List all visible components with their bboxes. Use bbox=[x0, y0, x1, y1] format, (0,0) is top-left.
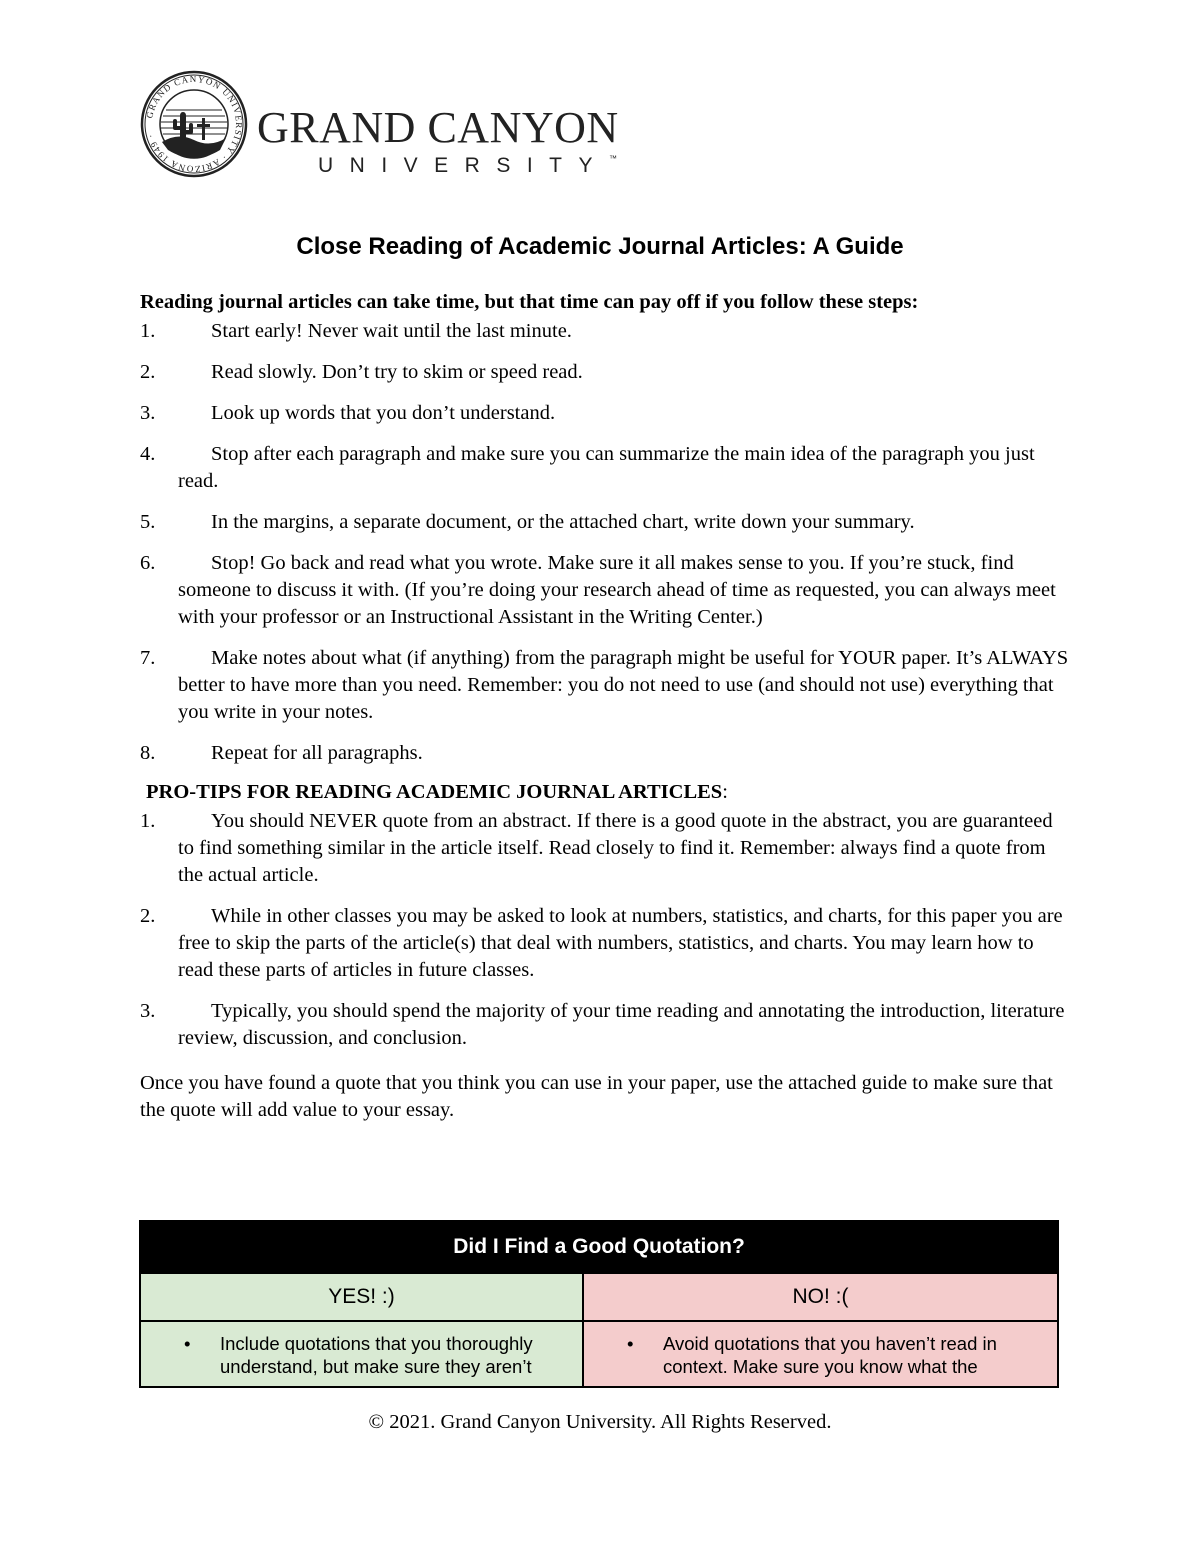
list-text: Typically, you should spend the majority of your time reading and annotating the introduction, literature review, discussion, and conclusion. bbox=[178, 1000, 1065, 1049]
protips-list bbox=[140, 808, 1070, 1052]
list-item bbox=[140, 400, 1070, 427]
closing-paragraph: Once you have found a quote that you think you can use in your paper, use the attached guide to make sure that the quote will add value to your essay. bbox=[140, 1072, 1053, 1121]
copyright-footer: © 2021. Grand Canyon University. All Rights Reserved. bbox=[368, 1411, 832, 1433]
university-seal-icon bbox=[140, 70, 248, 178]
table-heading: Did I Find a Good Quotation? bbox=[140, 1221, 1058, 1273]
no-cell bbox=[583, 1321, 1058, 1387]
list-item bbox=[140, 441, 1070, 495]
list-text: While in other classes you may be asked to look at numbers, statistics, and charts, for this paper you are free to skip the parts of the article(s) that deal with numbers, statistics, and charts. You may learn how to read these parts of articles in future classes. bbox=[178, 905, 1063, 981]
protips-heading-text: PRO-TIPS FOR READING ACADEMIC JOURNAL ARTICLES bbox=[146, 781, 723, 803]
list-item bbox=[140, 740, 1070, 767]
list-number: 2. bbox=[140, 905, 156, 927]
list-number: 8. bbox=[140, 742, 156, 764]
trademark-mark: ™ bbox=[609, 154, 618, 163]
university-logo bbox=[140, 70, 630, 180]
no-item-text: Avoid quotations that you haven’t read in context. Make sure you know what the bbox=[663, 1333, 997, 1377]
list-number: 4. bbox=[140, 443, 156, 465]
list-text: Make notes about what (if anything) from the paragraph might be useful for YOUR paper. It’s ALWAYS better to have more than you need. Remember: you do not need to use (and should not use) everything that you write in your notes. bbox=[178, 647, 1069, 723]
list-text: Repeat for all paragraphs. bbox=[211, 742, 423, 764]
list-number: 2. bbox=[140, 361, 156, 383]
yes-column-header: YES! :) bbox=[140, 1273, 583, 1321]
list-number: 1. bbox=[140, 320, 156, 342]
university-wordmark bbox=[257, 103, 619, 178]
wordmark-name bbox=[257, 103, 619, 152]
list-text: Stop! Go back and read what you wrote. Make sure it all makes sense to you. If you’re stuck, find someone to discuss it with. (If you’re doing your research ahead of time as requested, you can always meet with your professor or an Instructional Assistant in the Writing Center.) bbox=[178, 552, 1056, 628]
list-number: 3. bbox=[140, 402, 156, 424]
wordmark-sub bbox=[318, 154, 619, 178]
list-item bbox=[140, 550, 1070, 631]
yes-bullet-item bbox=[141, 1322, 582, 1378]
no-bullet-item bbox=[584, 1322, 1057, 1378]
list-text: Read slowly. Don’t try to skim or speed read. bbox=[211, 361, 583, 383]
wordmark-word-canyon: CANYON bbox=[427, 103, 619, 152]
list-item bbox=[140, 903, 1070, 984]
document-title: Close Reading of Academic Journal Articles: A Guide bbox=[296, 233, 904, 260]
wordmark-university: UNIVERSITY bbox=[318, 154, 610, 177]
no-column-header: NO! :( bbox=[583, 1273, 1058, 1321]
list-item bbox=[140, 318, 1070, 345]
list-text: In the margins, a separate document, or the attached chart, write down your summary. bbox=[211, 511, 915, 533]
protips-heading bbox=[146, 779, 1070, 806]
bullet-icon: • bbox=[627, 1333, 634, 1354]
quotation-table bbox=[139, 1220, 1059, 1388]
intro-text: Reading journal articles can take time, but that time can pay off if you follow these steps: bbox=[140, 291, 919, 313]
yes-cell bbox=[140, 1321, 583, 1387]
list-number: 6. bbox=[140, 552, 156, 574]
list-text: Start early! Never wait until the last minute. bbox=[211, 320, 572, 342]
list-item bbox=[140, 998, 1070, 1052]
list-text: You should NEVER quote from an abstract. If there is a good quote in the abstract, you are guaranteed to find something similar in the article itself. Read closely to find it. Remember: always find a quote from the actual article. bbox=[178, 810, 1053, 886]
list-number: 3. bbox=[140, 1000, 156, 1022]
wordmark-word-grand: GRAND bbox=[257, 103, 416, 152]
yes-item-text: Include quotations that you thoroughly understand, but make sure they aren’t bbox=[220, 1333, 533, 1377]
list-number: 5. bbox=[140, 511, 156, 533]
list-number: 7. bbox=[140, 647, 156, 669]
list-number: 1. bbox=[140, 810, 156, 832]
bullet-icon: • bbox=[184, 1333, 191, 1354]
svg-text:GRAND CANYON UNIVERSITY · ARIZ: GRAND CANYON UNIVERSITY · ARIZONA 1949 · bbox=[144, 73, 245, 175]
list-text: Stop after each paragraph and make sure you can summarize the main idea of the paragraph you just read. bbox=[178, 443, 1035, 492]
list-item bbox=[140, 509, 1070, 536]
list-item bbox=[140, 645, 1070, 726]
document-body bbox=[140, 289, 1070, 1124]
list-text: Look up words that you don’t understand. bbox=[211, 402, 556, 424]
protips-colon: : bbox=[722, 781, 728, 803]
steps-list bbox=[140, 318, 1070, 767]
list-item bbox=[140, 808, 1070, 889]
list-item bbox=[140, 359, 1070, 386]
